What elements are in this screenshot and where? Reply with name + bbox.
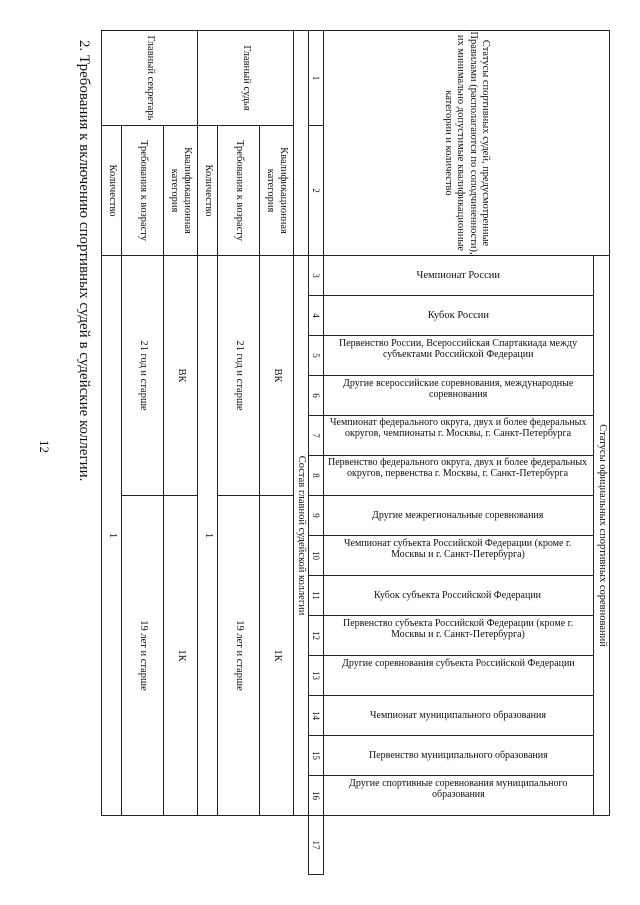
col-header-10: Чемпионат субъекта Российской Федерации (кроме г. Москвы и г. Санкт-Петербурга) (324, 536, 594, 576)
category-label: Квалификационная категория (164, 126, 198, 256)
col-number: 17 (309, 816, 324, 875)
col-header-8: Первенство федерального округа, двух и более федеральных округов, первенства г. Москвы, г. Санкт-Петербурга (324, 456, 594, 496)
age-value-a: 21 год и старше (122, 256, 164, 496)
col-number: 12 (309, 616, 324, 656)
col-number: 4 (309, 296, 324, 336)
col-header-11: Кубок субъекта Российской Федерации (324, 576, 594, 616)
col-number: 7 (309, 416, 324, 456)
col-header-6: Другие всероссийские соревнования, международные соревнования (324, 376, 594, 416)
age-label: Требования к возрасту (218, 126, 260, 256)
col-header-16: Другие спортивные соревнования муниципального образования (324, 776, 594, 816)
col-number: 16 (309, 776, 324, 816)
age-value-b: 19 лет и старше (218, 496, 260, 816)
col-header-4: Кубок России (324, 296, 594, 336)
col-header-15: Первенство муниципального образования (324, 736, 594, 776)
category-value-b: 1К (164, 496, 198, 816)
header-competition-statuses: Статусы официальных спортивных соревнований (594, 256, 610, 816)
col-header-5: Первенство России, Всероссийская Спартакиада между субъектами Российской Федерации (324, 336, 594, 376)
col-header-13: Другие соревнования субъекта Российской Федерации (324, 656, 594, 696)
col-number: 13 (309, 656, 324, 696)
section-heading: 2. Требования к включению спортивных судей в судейские коллегии. (76, 40, 92, 482)
page-number: 12 (37, 440, 52, 453)
col-header-3: Чемпионат России (324, 256, 594, 296)
col-number: 3 (309, 256, 324, 296)
category-value-a: ВК (260, 256, 294, 496)
category-value-a: ВК (164, 256, 198, 496)
age-label: Требования к возрасту (122, 126, 164, 256)
referee-requirements-table (101, 30, 610, 875)
col-header-7: Чемпионат федерального округа, двух и более федеральных округов, чемпионаты г. Москвы, г. Санкт-Петербурга (324, 416, 594, 456)
blank-cell (294, 31, 309, 256)
col-number: 1 (309, 31, 324, 126)
col-header-9: Другие межрегиональные соревнования (324, 496, 594, 536)
col-number: 6 (309, 376, 324, 416)
col-number: 14 (309, 696, 324, 736)
main-panel-subheader: Состав главной судейской коллегии (294, 256, 309, 816)
count-label: Количество (102, 126, 122, 256)
role-name: Главный секретарь (102, 31, 198, 126)
col-number: 5 (309, 336, 324, 376)
col-number: 10 (309, 536, 324, 576)
col-number: 11 (309, 576, 324, 616)
category-value-b: 1К (260, 496, 294, 816)
col-number: 2 (309, 126, 324, 256)
col-header-12: Первенство субъекта Российской Федерации (кроме г. Москвы и г. Санкт-Петербурга) (324, 616, 594, 656)
header-referee-statuses: Статусы спортивных судей, предусмотренные Правилами (располагаются по соподчиненности), их минимально допустимые квалификационные категории и количество (324, 31, 610, 256)
count-label: Количество (198, 126, 218, 256)
col-number: 9 (309, 496, 324, 536)
category-label: Квалификационная категория (260, 126, 294, 256)
count-value: 1 (198, 256, 218, 816)
col-number: 8 (309, 456, 324, 496)
col-header-14: Чемпионат муниципального образования (324, 696, 594, 736)
count-value: 1 (102, 256, 122, 816)
age-value-b: 19 лет и старше (122, 496, 164, 816)
col-number: 15 (309, 736, 324, 776)
role-name: Главный судья (198, 31, 294, 126)
age-value-a: 21 год и старше (218, 256, 260, 496)
